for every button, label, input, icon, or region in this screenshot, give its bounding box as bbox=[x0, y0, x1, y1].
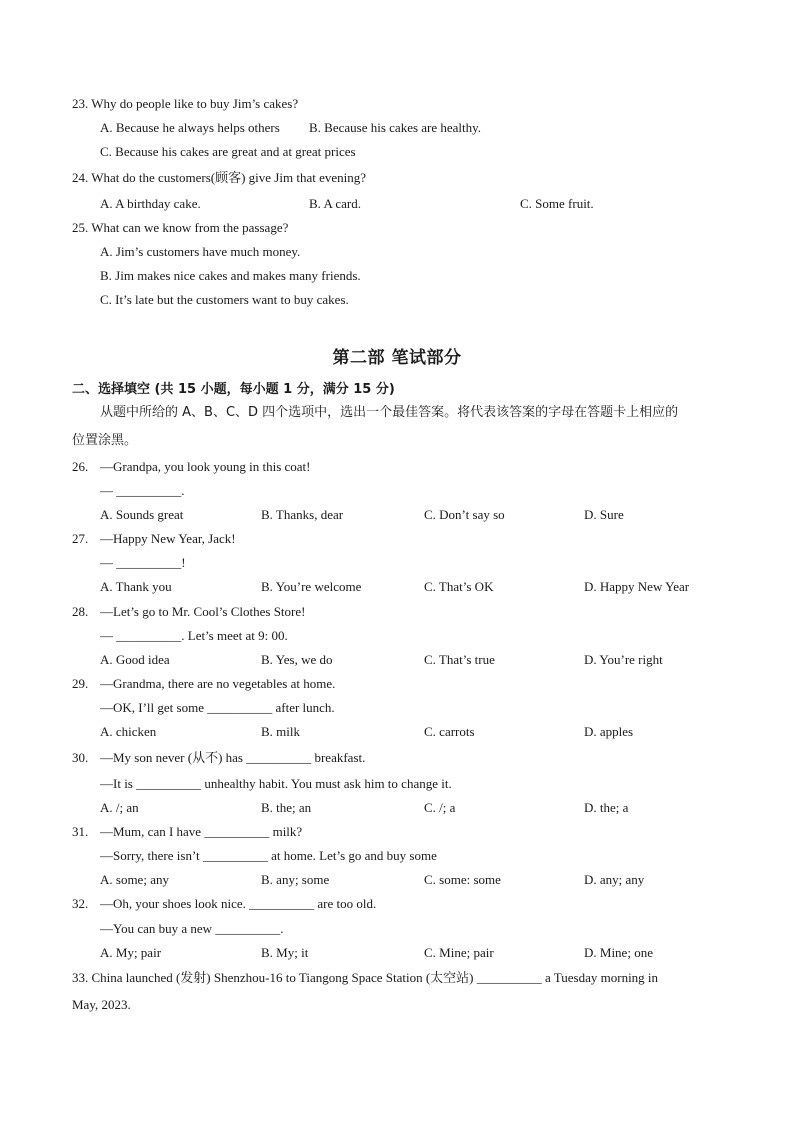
instruction-line-1: 从题中所给的 A、B、C、D 四个选项中，选出一个最佳答案。将代表该答案的字母在答题卡上相应的 bbox=[100, 405, 679, 420]
question-23-option-a: A. Because he always helps others bbox=[100, 120, 280, 135]
section-heading: 二、选择填空 (共 15 小题，每小题 1 分，满分 15 分) bbox=[72, 382, 395, 397]
question-24-option-b: B. A card. bbox=[309, 196, 361, 211]
question-25-option-a: A. Jim’s customers have much money. bbox=[100, 244, 301, 259]
question-28-line-2: — __________. Let’s meet at 9: 00. bbox=[100, 628, 288, 643]
question-27-option-c: C. That’s OK bbox=[424, 579, 494, 594]
question-number: 31. bbox=[72, 824, 89, 839]
question-29-line-2: —OK, I’ll get some __________ after lunch. bbox=[100, 700, 335, 715]
question-30-option-a: A. /; an bbox=[100, 800, 139, 815]
question-31-option-b: B. any; some bbox=[261, 872, 330, 887]
question-24-option-c: C. Some fruit. bbox=[520, 196, 594, 211]
question-26-line-2: — __________. bbox=[100, 483, 185, 498]
question-26-line-1: —Grandpa, you look young in this coat! bbox=[100, 459, 311, 474]
question-25-option-c: C. It’s late but the customers want to buy cakes. bbox=[100, 292, 349, 307]
question-23-option-b: B. Because his cakes are healthy. bbox=[309, 120, 482, 135]
question-28-line-1: —Let’s go to Mr. Cool’s Clothes Store! bbox=[100, 604, 306, 619]
question-28-option-d: D. You’re right bbox=[584, 652, 663, 667]
question-number: 32. bbox=[72, 896, 89, 911]
question-26-option-a: A. Sounds great bbox=[100, 507, 184, 522]
question-27-line-2: — __________! bbox=[100, 555, 186, 570]
question-29-option-b: B. milk bbox=[261, 724, 301, 739]
question-31-option-d: D. any; any bbox=[584, 872, 645, 887]
question-32-line-2: —You can buy a new __________. bbox=[100, 921, 284, 936]
question-27-option-a: A. Thank you bbox=[100, 579, 172, 594]
question-31-line-1: —Mum, can I have __________ milk? bbox=[100, 824, 303, 839]
question-30-option-c: C. /; a bbox=[424, 800, 456, 815]
part-title: 第二部 笔试部分 bbox=[332, 348, 462, 368]
question-26-option-c: C. Don’t say so bbox=[424, 507, 505, 522]
question-29-option-c: C. carrots bbox=[424, 724, 475, 739]
question-32-option-d: D. Mine; one bbox=[584, 945, 653, 960]
question-30-line-1: —My son never (从不) has __________ breakfast. bbox=[100, 750, 366, 765]
question-27-line-1: —Happy New Year, Jack! bbox=[100, 531, 236, 546]
question-number: 26. bbox=[72, 459, 89, 474]
question-28-option-b: B. Yes, we do bbox=[261, 652, 333, 667]
question-28-option-a: A. Good idea bbox=[100, 652, 170, 667]
question-30-option-d: D. the; a bbox=[584, 800, 629, 815]
question-31-option-a: A. some; any bbox=[100, 872, 169, 887]
question-31-option-c: C. some: some bbox=[424, 872, 501, 887]
question-number: 30. bbox=[72, 750, 89, 765]
question-32-option-b: B. My; it bbox=[261, 945, 309, 960]
question-29-option-d: D. apples bbox=[584, 724, 634, 739]
instruction-line-2: 位置涂黑。 bbox=[72, 433, 138, 448]
question-33-line-2: May, 2023. bbox=[72, 997, 131, 1012]
question-number: 28. bbox=[72, 604, 89, 619]
question-number: 27. bbox=[72, 531, 89, 546]
question-30-line-2: —It is __________ unhealthy habit. You must ask him to change it. bbox=[100, 776, 452, 791]
question-number: 29. bbox=[72, 676, 89, 691]
question-23-stem: 23. Why do people like to buy Jim’s cakes? bbox=[72, 96, 299, 111]
question-25-stem: 25. What can we know from the passage? bbox=[72, 220, 289, 235]
question-33-line-1: 33. China launched (发射) Shenzhou-16 to Tiangong Space Station (太空站) __________ a Tuesday morning in bbox=[72, 970, 659, 985]
question-23-option-c: C. Because his cakes are great and at great prices bbox=[100, 144, 356, 159]
question-29-line-1: —Grandma, there are no vegetables at home. bbox=[100, 676, 336, 691]
question-32-option-a: A. My; pair bbox=[100, 945, 162, 960]
question-28-option-c: C. That’s true bbox=[424, 652, 495, 667]
question-29-option-a: A. chicken bbox=[100, 724, 157, 739]
question-24-option-a: A. A birthday cake. bbox=[100, 196, 201, 211]
question-30-option-b: B. the; an bbox=[261, 800, 312, 815]
question-32-line-1: —Oh, your shoes look nice. __________ are too old. bbox=[100, 896, 377, 911]
question-26-option-d: D. Sure bbox=[584, 507, 624, 522]
question-27-option-b: B. You’re welcome bbox=[261, 579, 362, 594]
question-26-option-b: B. Thanks, dear bbox=[261, 507, 344, 522]
question-27-option-d: D. Happy New Year bbox=[584, 579, 690, 594]
question-31-line-2: —Sorry, there isn’t __________ at home. Let’s go and buy some bbox=[100, 848, 437, 863]
question-24-stem: 24. What do the customers(顾客) give Jim that evening? bbox=[72, 170, 366, 185]
question-32-option-c: C. Mine; pair bbox=[424, 945, 494, 960]
question-25-option-b: B. Jim makes nice cakes and makes many friends. bbox=[100, 268, 361, 283]
